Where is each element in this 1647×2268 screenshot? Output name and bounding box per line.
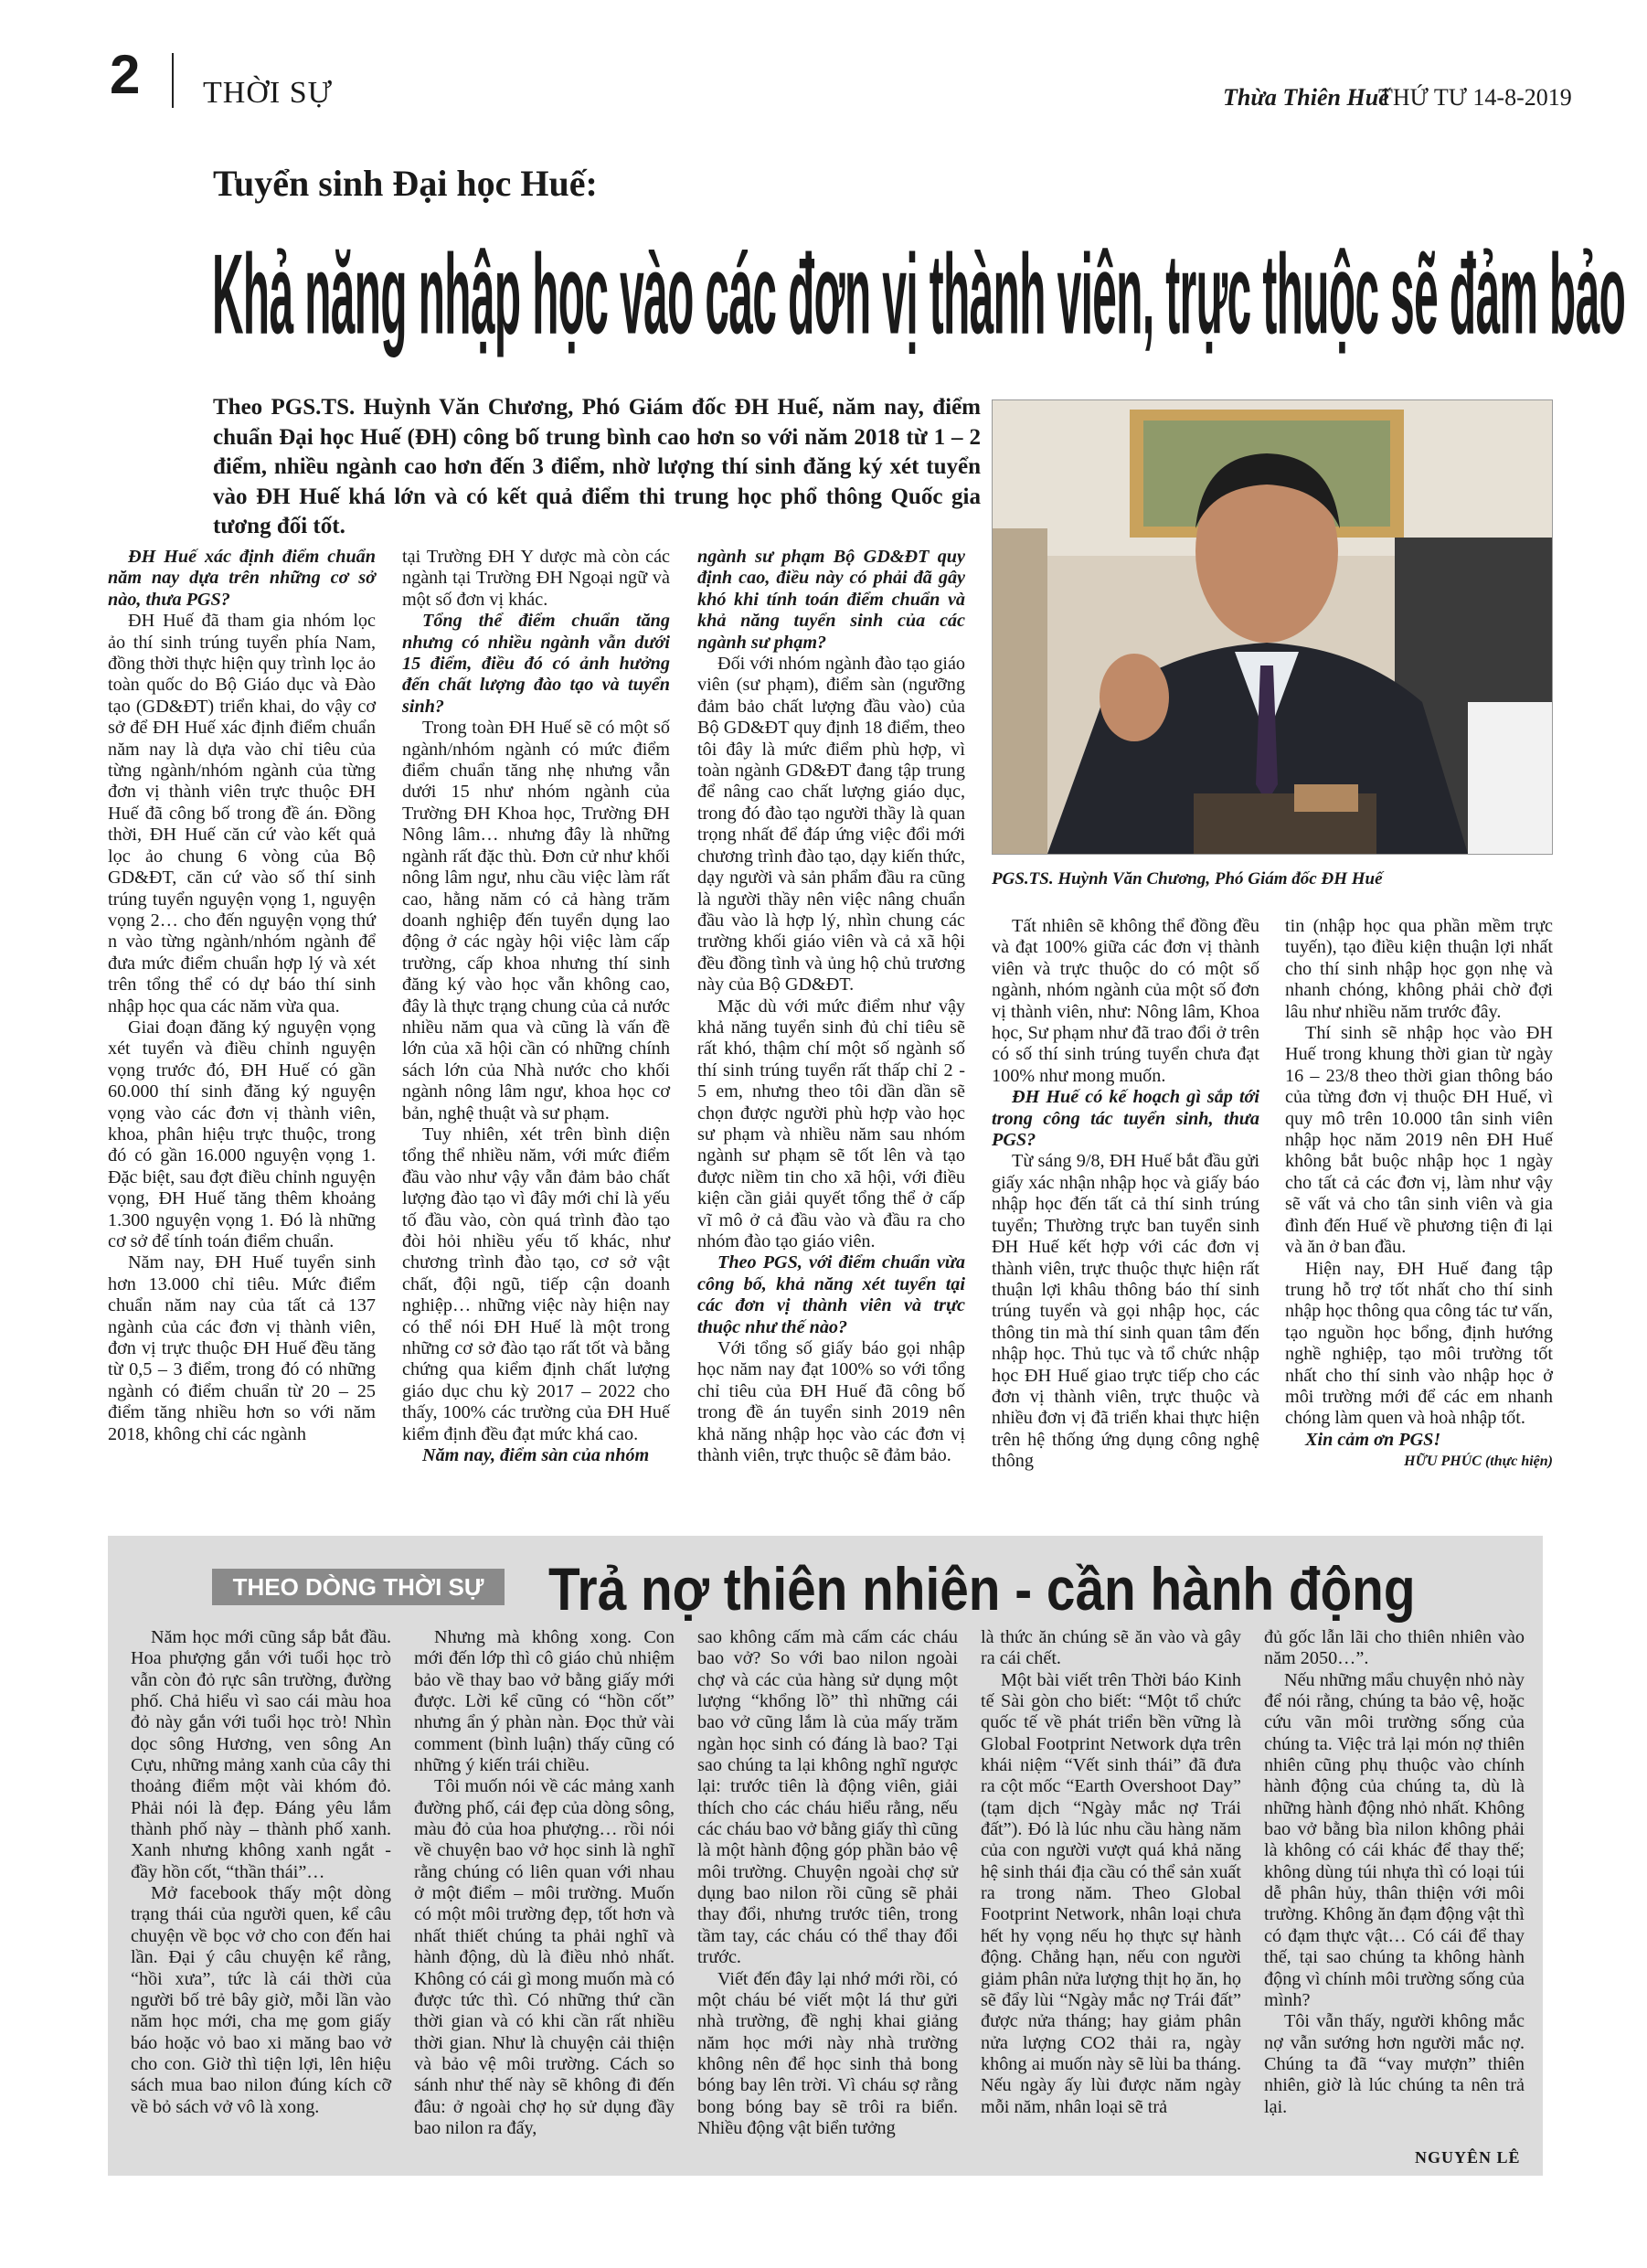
commentary-column-1 — [131, 1627, 391, 2118]
section-name: THỜI SỰ — [203, 76, 333, 110]
paragraph: Tất nhiên sẽ không thể đồng đều và đạt 100% giữa các đơn vị thành viên và trực thuộc do có một số ngành, nhóm ngành của một số đơn vị thành viên, như: Nông lâm, Khoa học, Sư phạm như đã trao đổi ở trên có số thí sinh trúng tuyển chưa đạt 100% như mong muốn. — [992, 916, 1259, 1086]
paragraph: Viết đến đây lại nhớ mới rồi, có một cháu bé viết một lá thư gửi nhà trường, đề nghị khai giảng năm học mới này nhà trường không nên để học sinh thả bong bóng bay lên trời. Vì cháu sợ rằng bong bóng bay sẽ trôi ra biển. Nhiều động vật biển tưởng — [697, 1968, 958, 2138]
paragraph: Năm nay, ĐH Huế tuyển sinh hơn 13.000 chỉ tiêu. Mức điểm chuẩn năm nay của tất cả 137 ngành của các đơn vị thành viên, đơn vị trực thuộc ĐH Huế đều tăng từ 0,5 – 3 điểm, trong đó có những ngành có điểm chuẩn từ 20 – 25 điểm tăng nhiều hơn so với năm 2018, không chỉ các ngành — [108, 1252, 376, 1444]
interview-photo — [992, 399, 1553, 855]
article-column-3 — [697, 547, 965, 1466]
paragraph: Hiện nay, ĐH Huế đang tập trung hỗ trợ tốt nhất cho thí sinh nhập học thông qua công tác tư vấn, tạo nguồn học bổng, định hướng nghề nghiệp, tạo môi trường tốt nhất cho thí sinh vào nhập học ở môi trường mới để các em nhanh chóng làm quen và hoà nhập tốt. — [1285, 1258, 1553, 1429]
paragraph: Tôi vẫn thấy, người không mắc nợ vẫn sướng hơn người mắc nợ. Chúng ta đã “vay mượn” thiên nhiên, giờ là lúc chúng ta nên trả lại. — [1264, 2011, 1525, 2117]
question: Theo PGS, với điểm chuẩn vừa công bố, khả năng xét tuyển tại các đơn vị thành viên và trực thuộc như thế nào? — [697, 1252, 965, 1337]
commentary-column-4 — [981, 1627, 1241, 2118]
article-headline: Khả năng nhập học vào các đơn vị thành viên, trực thuộc sẽ đảm bảo — [212, 230, 1626, 358]
issue-date: THỨ TƯ 14-8-2019 — [1378, 84, 1572, 111]
paragraph: Trong toàn ĐH Huế sẽ có một số ngành/nhóm ngành có mức điểm điểm chuẩn tăng nhẹ nhưng vẫn dưới 15 như nhóm ngành của Trường ĐH Khoa học, Trường ĐH Nông lâm… nhưng đây là những ngành rất đặc thù. Đơn cử như khối nông lâm ngư, nhu cầu việc làm rất cao, hằng năm có cả hàng trăm doanh nghiệp đến tuyển dụng lao động ở các ngày hội việc làm cấp trường, cấp khoa nhưng thí sinh đăng ký vào học vẫn không cao, đây là thực trạng chung của cả nước nhiều năm qua và cũng là vấn đề lớn của xã hội cần có những chính sách lớn của Nhà nước cho khối ngành nông lâm ngư, khoa học cơ bản, nghệ thuật và sư phạm. — [402, 718, 670, 1123]
paragraph: đủ gốc lẫn lãi cho thiên nhiên vào năm 2050…”. — [1264, 1627, 1525, 1669]
article-column-5 — [1285, 916, 1553, 1473]
paragraph: Giai đoạn đăng ký nguyện vọng xét tuyển và điều chỉnh nguyện vọng trước đó, ĐH Huế có gần 60.000 thí sinh đăng ký nguyện vọng vào các đơn vị thành viên, khoa, phân hiệu trực thuộc, trong đó có gần 16.000 nguyện vọng 1. Đặc biệt, sau đợt điều chỉnh nguyện vọng, ĐH Huế tăng thêm khoảng 1.300 nguyện vọng 1. Đó là những cơ sở để tính toán điểm chuẩn. — [108, 1017, 376, 1251]
paragraph: Mở facebook thấy một dòng trạng thái của người quen, kể câu chuyện về bọc vở cho con đến hai lần. Đại ý câu chuyện kể rằng, “hồi xưa”, tức là cái thời của người bố trẻ bây giờ, mỗi lần vào năm học mới, cha mẹ gom giấy báo hoặc vỏ bao xi măng bao vở cho con. Giờ thì tiện lợi, lên hiệu sách mua bao nilon đúng kích cỡ về bỏ sách vở vô là xong. — [131, 1883, 391, 2117]
commentary-column-3 — [697, 1627, 958, 2139]
paragraph: ĐH Huế đã tham gia nhóm lọc ảo thí sinh trúng tuyển phía Nam, đồng thời thực hiện quy trình lọc ảo toàn quốc do Bộ Giáo dục và Đào tạo (GD&ĐT) triển khai, do vậy cơ sở để ĐH Huế xác định điểm chuẩn năm nay là dựa vào chỉ tiêu của từng ngành/nhóm ngành của từng đơn vị thành viên trực thuộc ĐH Huế đã công bố trong đề án. Đồng thời, ĐH Huế căn cứ vào kết quả lọc ảo chung 6 vòng của Bộ GD&ĐT, căn cứ vào số thí sinh trúng tuyển nguyện vọng 1, nguyện vọng 2… cho đến nguyện vọng thứ n vào từng ngành/nhóm ngành để đưa mức điểm chuẩn hợp lý và xét trên tổng thể có dự báo thí sinh nhập học qua các năm vừa qua. — [108, 611, 376, 1017]
article-column-1 — [108, 547, 376, 1445]
question: ĐH Huế xác định điểm chuẩn năm nay dựa trên những cơ sở nào, thưa PGS? — [108, 547, 376, 610]
question: ngành sư phạm Bộ GD&ĐT quy định cao, điều này có phải đã gây khó khi tính toán điểm chuẩn và khả năng tuyển sinh của các ngành sư phạm? — [697, 547, 965, 653]
header-divider — [172, 53, 174, 108]
paragraph: Tôi muốn nói về các mảng xanh đường phố, cái đẹp của dòng sông, màu đỏ của hoa phượng… rồi nói về chuyện bao vở học sinh là nghĩ rằng chúng có liên quan với nhau ở một điểm – môi trường. Muốn có một môi trường đẹp, tốt hơn và nhất thiết chúng ta phải nghĩ và hành động, dù là điều nhỏ nhất. Không có cái gì mong muốn mà có được tức thì. Có những thứ cần thời gian và có khi cần rất nhiều thời gian. Như là chuyện cải thiện và bảo vệ môi trường. Cách so sánh như thế này sẽ không đi đến đâu: ở ngoài chợ họ sử dụng đầy bao nilon ra đấy, — [414, 1776, 675, 2138]
paragraph: Nhưng mà không xong. Con mới đến lớp thì cô giáo chủ nhiệm bảo về thay bao vở bằng giấy mới được. Lời kể cũng có “hồn cốt” nhưng ẩn ý phàn nàn. Đọc thử vài comment (bình luận) thấy cũng có những ý kiến trái chiều. — [414, 1627, 675, 1776]
question: ĐH Huế có kế hoạch gì sắp tới trong công tác tuyển sinh, thưa PGS? — [992, 1087, 1259, 1151]
paragraph: Tuy nhiên, xét trên bình diện tổng thể nhiều năm, với mức điểm đầu vào như vậy vẫn đảm bảo chất lượng đào tạo vì đây mới chỉ là yếu tố đầu vào, còn quá trình đào tạo đòi hỏi nhiều yếu tố khác, như chương trình đào tạo, cơ sở vật chất, đội ngũ, tiếp cận doanh nghiệp… những việc này hiện nay có thể nói ĐH Huế là một trong những cơ sở đào tạo rất tốt và bằng chứng qua kiểm định chất lượng giáo dục chu kỳ 2017 – 2022 cho thấy, 100% các trường của ĐH Huế kiểm định đều đạt mức khá cao. — [402, 1123, 670, 1444]
paragraph: Năm học mới cũng sắp bắt đầu. Hoa phượng gắn với tuổi học trò vẫn còn đỏ rực sân trường, đường phố. Chả hiểu vì sao cái màu hoa đỏ này gắn với tuổi học trò! Nhìn dọc sông Hương, ven sông An Cựu, những mảng xanh của cây thi thoảng điểm một vài khóm đỏ. Phải nói là đẹp. Đáng yêu lắm thành phố này – thành phố xanh. Xanh nhưng không xanh ngắt - đầy hồn cốt, “thần thái”… — [131, 1627, 391, 1882]
paragraph: Từ sáng 9/8, ĐH Huế bắt đầu gửi giấy xác nhận nhập học và giấy báo nhập học đến tất cả thí sinh trúng tuyển; Thường trực ban tuyển sinh ĐH Huế kết hợp với các đơn vị thành viên, trực thuộc thực hiện rất thuận lợi khâu thông báo thí sinh trúng tuyển và gọi nhập học, các thông tin mà thí sinh quan tâm đến nhập học. Thủ tục và tổ chức nhập học ĐH Huế giao trực tiếp cho các đơn vị thành viên, trực thuộc và nhiều đơn vị đã triển khai thực hiện trên hệ thống ứng dụng công nghệ thông — [992, 1151, 1259, 1472]
question: Tổng thể điểm chuẩn tăng nhưng có nhiều ngành vẫn dưới 15 điểm, điều đó có ảnh hưởng đến chất lượng đào tạo và tuyển sinh? — [402, 611, 670, 717]
commentary-byline: NGUYÊN LÊ — [1415, 2148, 1521, 2167]
paragraph: tin (nhập học qua phần mềm trực tuyến), tạo điều kiện thuận lợi nhất cho thí sinh nhập học gọn nhẹ và nhanh chóng, không phải chờ đợi lâu như nhiều năm trước đây. — [1285, 916, 1553, 1022]
paragraph: là thức ăn chúng sẽ ăn vào và gây ra cái chết. — [981, 1627, 1241, 1669]
paragraph: tại Trường ĐH Y dược mà còn các ngành tại Trường ĐH Ngoại ngữ và một số đơn vị khác. — [402, 547, 670, 610]
article-kicker: Tuyển sinh Đại học Huế: — [213, 163, 598, 204]
commentary-column-5 — [1264, 1627, 1525, 2118]
byline: HỮU PHÚC (thực hiện) — [1404, 1453, 1553, 1470]
closing-line: Xin cảm ơn PGS! — [1305, 1429, 1441, 1450]
paragraph: Đối với nhóm ngành đào tạo giáo viên (sư phạm), điểm sàn (ngưỡng đảm bảo chất lượng đầu vào) của Bộ GD&ĐT quy định 18 điểm, theo tôi đây là mức điểm phù hợp, vì toàn ngành GD&ĐT đang tập trung để nâng cao chất lượng giáo dục, trong đó đào tạo người thầy là quan trọng nhất để đáp ứng việc đổi mới chương trình đào tạo, dạy kiến thức, dạy người và sản phẩm đầu ra cũng là người thầy nên việc nâng chuẩn đầu vào là hợp lý, nhìn chung các trường khối giáo viên và cả xã hội đều đồng tình và ủng hộ chủ trương này của Bộ GD&ĐT. — [697, 654, 965, 996]
commentary-title: Trả nợ thiên nhiên - cần hành động — [548, 1555, 1416, 1623]
portrait-image — [993, 400, 1552, 854]
page-number: 2 — [110, 44, 141, 105]
article-lead: Theo PGS.TS. Huỳnh Văn Chương, Phó Giám đốc ĐH Huế, năm nay, điểm chuẩn Đại học Huế (ĐH) công bố trung bình cao hơn so với năm 2018 từ 1 – 2 điểm, nhiều ngành cao hơn đến 3 điểm, nhờ lượng thí sinh đăng ký xét tuyển vào ĐH Huế khá lớn và có kết quả điểm thi trung học phổ thông Quốc gia tương đối tốt. — [213, 395, 981, 538]
publication-name: Thừa Thiên Huế — [1223, 84, 1389, 111]
paragraph: Nếu những mẩu chuyện nhỏ này để nói rằng, chúng ta bảo vệ, hoặc cứu vãn môi trường sống của chúng ta. Việc trả lại món nợ thiên nhiên cũng phụ thuộc vào chính hành động của chúng ta, dù là những hành động nhỏ nhất. Không bao vở bằng bìa nilon không phải là không có cái khác để thay thế; không dùng túi nhựa thì có loại túi dễ phân hủy, thân thiện với môi trường. Không ăn đạm động vật thì có đạm thực vật… Có cái để thay thế, tại sao chúng ta không hành động vì chính môi trường sống của mình? — [1264, 1669, 1525, 2010]
article-column-2 — [402, 547, 670, 1466]
question: Năm nay, điểm sàn của nhóm — [422, 1445, 650, 1466]
column-tag: THEO DÒNG THỜI SỰ — [212, 1569, 505, 1605]
photo-caption: PGS.TS. Huỳnh Văn Chương, Phó Giám đốc ĐH Huế — [992, 869, 1383, 889]
paragraph: Mặc dù với mức điểm như vậy khả năng tuyển sinh đủ chỉ tiêu sẽ rất khó, thậm chí một số ngành số thí sinh trúng tuyển rất thấp chỉ 2 - 5 em, nhưng theo tôi dần dần sẽ chọn được người phù hợp vào học sư phạm và nhiều năm sau nhóm ngành sư phạm sẽ tốt lên và tạo được niềm tin cho xã hội, với điều kiện cần giải quyết tổng thể ở cấp vĩ mô ở cả đầu vào và đầu ra cho nhóm đào tạo giáo viên. — [697, 996, 965, 1251]
paragraph: Thí sinh sẽ nhập học vào ĐH Huế trong khung thời gian từ ngày 16 – 23/8 theo thời gian thông báo của từng đơn vị thuộc ĐH Huế, vì quy mô trên 10.000 tân sinh viên nhập học năm 2019 nên ĐH Huế không bắt buộc nhập học 1 ngày cho tất cả các đơn vị, làm như vậy sẽ vất vả cho tân sinh viên và gia đình đến Huế về phương tiện đi lại và ăn ở ban đầu. — [1285, 1023, 1553, 1258]
article-column-4 — [992, 916, 1259, 1473]
paragraph: sao không cấm mà cấm các cháu bao vở? So với bao nilon ngoài chợ và các của hàng sử dụng một lượng “khổng lồ” thì những cái bao vở cũng lắm là của mấy trăm ngàn học sinh có đáng là bao? Tại sao chúng ta lại không nghĩ ngược lại: trước tiên là động viên, giải thích cho các cháu hiểu rằng, nếu các cháu bao vở bằng giấy thì cũng là một hành động góp phần bảo vệ môi trường. Chuyện ngoài chợ sử dụng bao nilon rồi cũng sẽ phải thay đổi, nhưng trước tiên, trong tầm tay, các cháu có thể thay đổi trước. — [697, 1627, 958, 1968]
commentary-column-2 — [414, 1627, 675, 2139]
paragraph: Với tổng số giấy báo gọi nhập học năm nay đạt 100% so với tổng chỉ tiêu của ĐH Huế đã công bố trong đề án tuyển sinh 2019 nên khả năng nhập học vào các đơn vị thành viên, trực thuộc sẽ đảm bảo. — [697, 1338, 965, 1466]
paragraph: Một bài viết trên Thời báo Kinh tế Sài gòn cho biết: “Một tổ chức quốc tế về phát triển bền vững là Global Footprint Network dựa trên khái niệm “Vết sinh thái” đã đưa ra cột mốc “Earth Overshoot Day” (tạm dịch “Ngày mắc nợ Trái đất”). Đó là lúc nhu cầu hàng năm của con người vượt quá khả năng hệ sinh thái địa cầu có thể sản xuất ra trong năm. Theo Global Footprint Network, nhân loại chưa hết hy vọng nếu họ thực sự hành động. Chẳng hạn, nếu con người giảm phân nửa lượng thịt họ ăn, họ sẽ đẩy lùi “Ngày mắc nợ Trái đất” được nửa tháng; hay giảm phân nửa lượng CO2 thải ra, ngày không ai muốn này sẽ lùi ba tháng. Nếu ngày ấy lùi được năm ngày mỗi năm, nhân loại sẽ trả — [981, 1669, 1241, 2117]
